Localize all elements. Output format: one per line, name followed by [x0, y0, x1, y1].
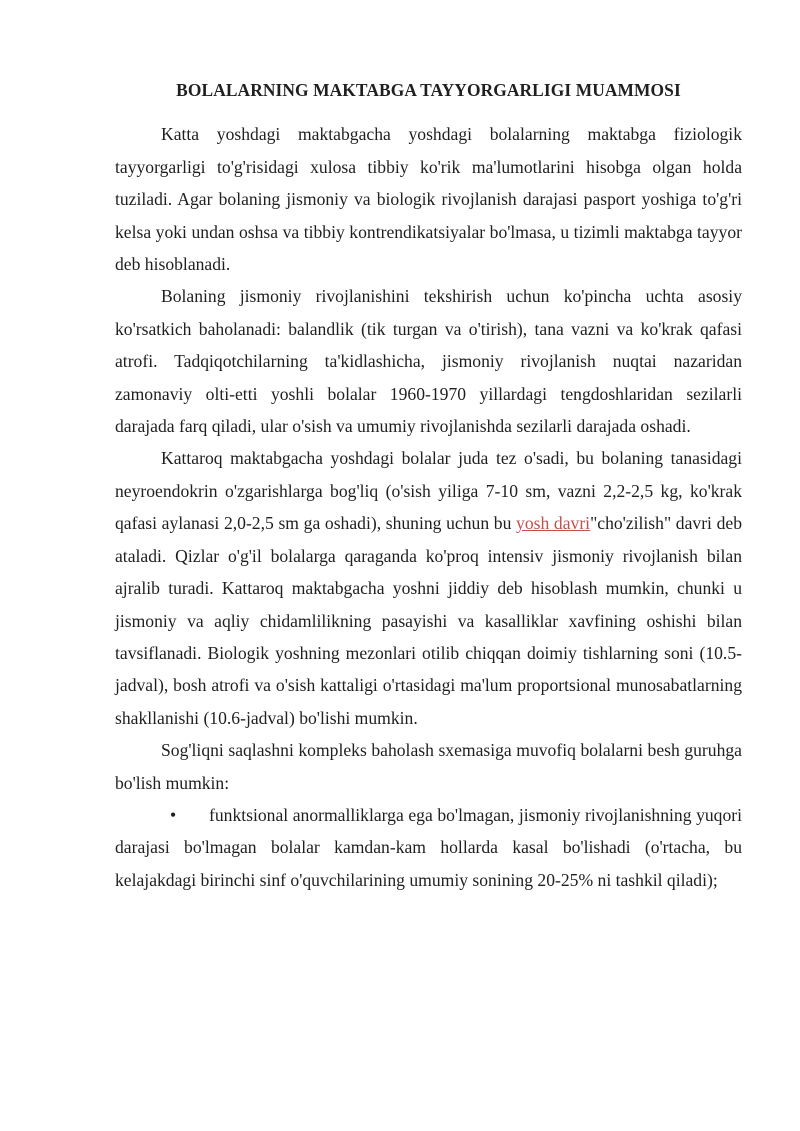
paragraph-2: Bolaning jismoniy rivojlanishini tekshirish uchun ko'pincha uchta asosiy ko'rsatkich baholanadi: balandlik (tik turgan va o'tirish), tana vazni va ko'krak qafasi atrofi. Tadqiqotchilarning ta'kidlashicha, jismoniy rivojlanish nuqtai nazaridan zamonaviy olti-etti yoshli bolalar 1960-1970 yillardagi tengdoshlaridan sezilarli darajada farq qiladi, ular o'sish va umumiy rivojlanishda sezilarli darajada oshadi. — [115, 286, 742, 437]
paragraph-3-text-start: Kattaroq maktabgacha yoshdagi bolalar juda tez o'sadi, bu bolaning tanasidagi neyroendokrin o'zgarishlarga bog'liq (o'sish yiliga 7-10 sm, vazni 2,2-2,5 kg, ko'krak qafasi aylanasi 2,0-2,5 sm ga oshadi), shuning uchun bu — [115, 448, 742, 534]
paragraph-3 — [115, 442, 742, 734]
document-title: BOLALARNING MAKTABGA TAYYORGARLIGI MUAMMOSI — [176, 80, 681, 100]
document-page — [115, 74, 742, 896]
list-item-text: funktsional anormalliklarga ega bo'lmagan, jismoniy rivojlanishning yuqori darajasi bo'lmagan bolalar kamdan-kam hollarda kasal bo'lishadi (o'rtacha, bu kelajakdagi birinchi sinf o'quvchilarining umumiy sonining 20-25% ni tashkil qiladi); — [115, 804, 742, 890]
list-item — [115, 799, 742, 896]
bullet-icon: • — [170, 804, 177, 825]
paragraph-3-text-end: "cho'zilish" davri deb ataladi. Qizlar o'g'il bolalarga qaraganda ko'proq intensiv jismoniy rivojlanish bilan ajralib turadi. Kattaroq maktabgacha yoshni jiddiy deb hisoblash mumkin, chunki u jismoniy va aqliy chidamlilikning pasayishi va kasalliklar xavfining oshishi bilan tavsiflanadi. Biologik yoshning mezonlari otilib chiqqan doimiy tishlarning soni (10.5-jadval), bosh atrofi va o'sish kattaligi o'rtasidagi ma'lum proportsional munosabatlarning shakllanishi (10.6-jadval) bo'lishi mumkin. — [115, 513, 742, 728]
yosh-davri-link[interactable]: yosh davri — [516, 513, 591, 534]
paragraph-4: Sog'liqni saqlashni kompleks baholash sxemasiga muvofiq bolalarni besh guruhga bo'lish mumkin: — [115, 740, 742, 793]
paragraph-1: Katta yoshdagi maktabgacha yoshdagi bolalarning maktabga fiziologik tayyorgarligi to'g'risidagi xulosa tibbiy ko'rik ma'lumotlarini hisobga olgan holda tuziladi. Agar bolaning jismoniy va biologik rivojlanish darajasi pasport yoshiga to'g'ri kelsa yoki undan oshsa va tibbiy kontrendikatsiyalar bo'lmasa, u tizimli maktabga tayyor deb hisoblanadi. — [115, 124, 742, 275]
